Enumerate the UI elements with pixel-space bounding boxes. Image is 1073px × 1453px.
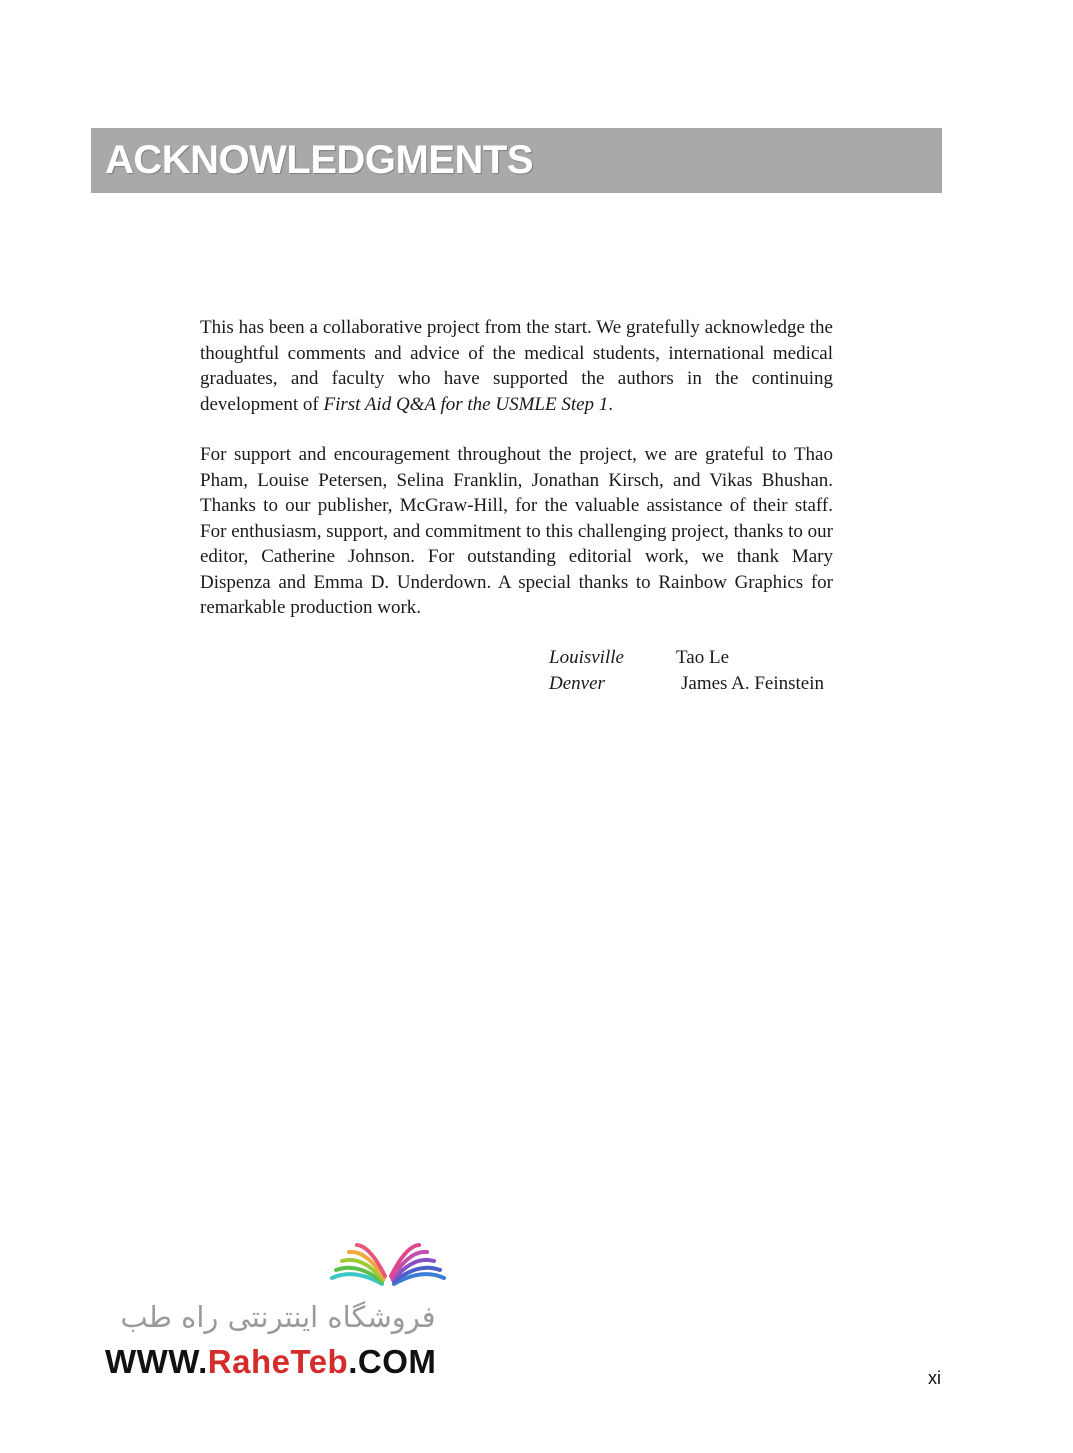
- signature-name: James A. Feinstein: [681, 673, 825, 694]
- url-brand: RaheTeb: [207, 1343, 349, 1380]
- signature-city: Denver: [549, 673, 605, 694]
- signature-name: Tao Le: [676, 647, 730, 668]
- open-book-rainbow-icon: [326, 1240, 450, 1290]
- chapter-title-banner: [91, 128, 942, 193]
- watermark-url: [105, 1343, 436, 1381]
- url-suffix: .COM: [348, 1343, 437, 1380]
- acknowledgment-paragraph-1: [200, 315, 833, 417]
- paragraph1-text: This has been a collaborative project from the start. We gratefully acknowledge the thoughtful comments and advice of the medical students, international medical graduates, and faculty who have supported the authors in the continuing development of: [200, 317, 833, 415]
- book-title-italic: First Aid Q&A for the USMLE Step 1: [323, 393, 609, 415]
- chapter-title: ACKNOWLEDGMENTS: [105, 138, 534, 182]
- watermark-store-name: فروشگاه اینترنتی راه طب: [120, 1300, 436, 1334]
- signature-row: [549, 671, 839, 697]
- signature-row: [549, 645, 839, 671]
- acknowledgment-paragraph-2: For support and encouragement throughout the project, we are grateful to Thao Pham, Louise Petersen, Selina Franklin, Jonathan Kirsch, and Vikas Bhushan. Thanks to our publisher, McGraw-Hill, for the valuable assistance of their staff. For enthusiasm, support, and commitment to this challenging project, thanks to our editor, Catherine Johnson. For outstanding editorial work, we thank Mary Dispenza and Emma D. Underdown. A special thanks to Rainbow Graphics for remarkable production work.: [200, 444, 833, 618]
- page-number: xi: [928, 1368, 941, 1388]
- signature-city: Louisville: [549, 647, 624, 668]
- url-prefix: WWW.: [105, 1343, 208, 1380]
- paragraph1-end: .: [608, 393, 614, 415]
